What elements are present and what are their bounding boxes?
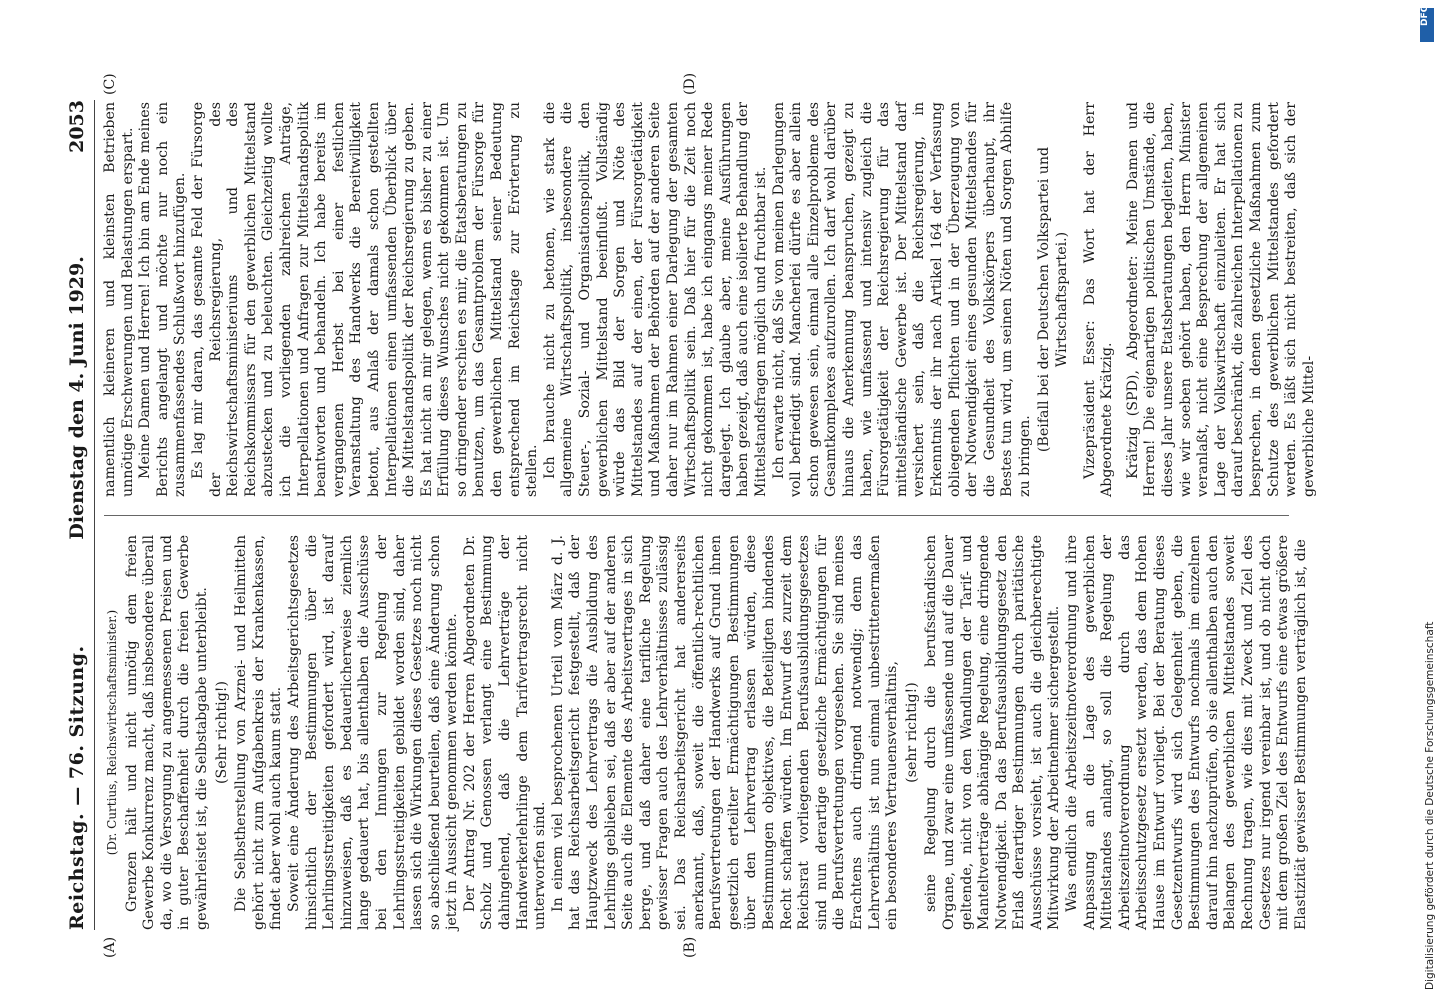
header-left: Reichstag. — 76. Sitzung. <box>66 645 88 930</box>
paragraph: Der Antrag Nr. 202 der Herren Abgeordneten Dr. Scholz und Genossen verlangt eine Bestimmung dahingehend, daß die Lehrverträge der Handwerkerlehrlinge dem Tarifvertragsrecht nicht unterworfen sind. <box>461 535 549 930</box>
page-header <box>62 100 92 930</box>
header-rule <box>94 100 95 930</box>
paragraph: seine Regelung durch die berufsständischen Organe, und zwar eine umfassende und auf die Dauer geltende, nicht von den Wandlungen der Tarif- und Manteltverträge abhängige Regelung, eine dringende Notwendigkeit. Da das Berufsausbildungsgesetz den Erlaß derartiger Bestimmungen durch paritätische Ausschüsse vorsieht, ist auch die gleichberechtigte Mitwirkung der Arbeitnehmer sichergestellt. <box>923 535 1063 930</box>
paragraph: Soweit eine Änderung des Arbeitsgerichtsgesetzes hinsichtlich der Bestimmungen über die Lehrlingsstreitigkeiten gefordert wird, ist darauf hinzuweisen, daß es bedauerlicherweise ziemlich lange gedauert hat, bis allenthalben die Ausschüsse bei den Innungen zur Regelung der Lehrlingsstreitigkeiten gebildet worden sind, daher lassen sich die Wirkungen dieses Gesetzes noch nicht so abschließend beurteilen, daß eine Änderung schon jetzt in Aussicht genommen werden könnte. <box>285 535 461 930</box>
scanned-page <box>62 72 1317 958</box>
interjection: (Sehr richtig!) <box>213 680 230 785</box>
header-date: Dienstag den 4. Juni 1929. <box>66 256 88 540</box>
page-number: 2053 <box>66 100 88 153</box>
digitization-note: Digitalisierung gefördert durch die Deutsche Forschungsgemeinschaft <box>1424 621 1436 990</box>
margin-marker-b: (B) <box>682 936 698 958</box>
interjection: (sehr richtig!) <box>903 682 920 783</box>
paragraph: Die Selbstherstellung von Arznei- und Heilmitteln gehört nicht zum Aufgabenkreis der Krankenkassen, findet aber wohl auch kaum statt. <box>233 535 285 930</box>
speaker-note: (Dr. Curtius, Reichswirtschaftsminister.) <box>105 609 119 856</box>
paragraph: Vizepräsident Esser: Das Wort hat der Herr Abgeordnete Krätzig. <box>1081 102 1116 497</box>
paragraph: Ich erwarte nicht, daß Sie von meinen Darlegungen voll befriedigt sind. Mancherlei dürfte es aber allein schon gewesen sein, einmal alle Einzelprobleme des Gesamtkomplexes aufzurollen. Ich darf wohl darüber hinaus die Anerkennung beanspruchen, gezeigt zu haben, wie umfassend und intensiv zugleich die Fürsorgetätigkeit der Reichsregierung für das mittelständische Gewerbe ist. Der Mittelstand darf versichert sein, daß die Reichsregierung, in Erkenntnis der ihr nach Artikel 164 der Verfassung obliegenden Pflichten und in der Überzeugung von der Notwendigkeit eines gesunden Mittelstandes für die Gesundheit des Volkskörpers überhaupt, ihr Bestes tun wird, um seinen Nöten und Sorgen Abhilfe zu bringen. <box>770 102 1033 497</box>
paragraph: Meine Damen und Herren! Ich bin am Ende meines Berichts angelangt und möchte nur noch ein zusammenfassendes Schlußwort hinzufügen. <box>137 102 189 497</box>
column-divider <box>104 515 1289 516</box>
paragraph: Ich brauche nicht zu betonen, wie stark die allgemeine Wirtschaftspolitik, insbesondere die Steuer-, Sozial- und Organisationspolitik, den gewerblichen Mittelstand beeinflußt. Vollständig würde das Bild der Sorgen und Nöte des Mittelstandes auf der einen, der Fürsorgetätigkeit und Maßnahmen der Behörden auf der anderen Seite daher nur im Rahmen einer Darlegung der gesamten Wirtschaftspolitik sein. Daß hier für die Zeit noch nicht gekommen ist, habe ich eingangs meiner Rede dargelegt. Ich glaube aber, meine Ausführungen haben gezeigt, daß auch eine isolierte Behandlung der Mittelstandsfragen möglich und fruchtbar ist. <box>541 102 769 497</box>
interjection: (Beifall bei der Deutschen Volkspartei und Wirtschaftspartei.) <box>1036 146 1071 453</box>
dfg-logo-text: DFG <box>1420 4 1430 26</box>
margin-marker-a: (A) <box>102 936 118 958</box>
column-right <box>102 102 1317 497</box>
paragraph: namentlich kleineren und kleinsten Betrieben unnötige Erschwerungen und Belastungen erspart. <box>102 102 136 497</box>
paragraph: In einem viel besprochenen Urteil vom März d. J. hat das Reichsarbeitsgericht festgestellt, daß der Hauptzweck des Lehrvertrags die Ausbildung des Lehrlings geblieben sei, daß er aber auf der anderen Seite auch die Elemente des Arbeitsvertrages in sich berge, und daß daher eine tarifliche Regelung gewisser Fragen auch des Lehrverhältnisses zulässig sei. Das Reichsarbeitsgericht hat andererseits anerkannt, daß, soweit die öffentlich-rechtlichen Berufsvertretungen der Handwerks auf Grund ihnen gesetzlich erteilter Ermächtigungen Bestimmungen über den Lehrvertrag erlassen würden, diese Bestimmungen objektives, die Beteiligten bindendes Recht schaffen würden. Im Entwurf des zurzeit dem Reichsrat vorliegenden Berufsausbildungsgesetzes sind nun derartige gesetzliche Ermächtigungen für die Berufsvertretungen vorgesehen. Sie sind meines Erachtens auch dringend notwendig; denn das Lehrverhältnis ist nun einmal unbestrittenermaßen ein besonderes Vertrauensverhältnis, <box>549 535 901 930</box>
margin-marker-c: (C) <box>102 73 118 95</box>
header-right <box>66 100 88 540</box>
paragraph: Es lag mir daran, das gesamte Feld der Fürsorge der Reichsregierung, des Reichswirtschaftsministeriums und des Reichskommissars für den gewerblichen Mittelstand abzustecken und zu beleuchten. Gleichzeitig wollte ich die vorliegenden zahlreichen Anträge, Interpellationen und Anfragen zur Mittelstandspolitik beantworten und behandeln. Ich habe bereits im vergangenen Herbst bei einer festlichen Veranstaltung des Handwerks die Bereitwilligkeit betont, aus Anlaß der damals schon gestellten Interpellationen einen umfassenden Überblick über die Mittelstandspolitik der Reichsregierung zu geben. Es hat nicht an mir gelegen, wenn es bisher zu einer Erfüllung dieses Wunsches nicht gekommen ist. Um so dringender erschien es mir, die Etatsberatungen zu benutzen, um das Gesamtproblem der Fürsorge für den gewerblichen Mittelstand seiner Bedeutung entsprechend im Reichstage zur Erörterung zu stellen. <box>189 102 541 497</box>
paragraph: Grenzen hält und nicht unnötig dem freien Gewerbe Konkurrenz macht, daß insbesondere überall da, wo die Versorgung zu angemessenen Preisen und in guter Beschaffenheit durch die freien Gewerbe gewährleistet ist, die Selbstabgabe unterbleibt. <box>123 535 210 930</box>
paragraph: Was endlich die Arbeitszeitnotverordnung und ihre Anpassung an die Lage des gewerblichen Mittelstandes anlangt, so soll die Regelung der Arbeitszeitnotverordnung durch das Arbeitsschutzgesetz ersetzt werden, das dem Hohen Hause im Entwurf vorliegt. Bei der Beratung dieses Gesetzentwurfs wird sich Gelegenheit geben, die Bestimmungen des Entwurfs nochmals im einzelnen darauf hin nachzuprüfen, ob sie allenthalben auch den Belangen des gewerblichen Mittelstandes soweit Rechnung tragen, wie dies mit Zweck und Ziel des Gesetzes nur irgend vereinbar ist, und ob nicht doch mit dem großen Ziel des Entwurfs eine etwas größere Elastizität gewisser Bestimmungen verträglich ist, die <box>1064 535 1309 930</box>
margin-marker-d: (D) <box>682 72 698 95</box>
paragraph: Krätzig (SPD), Abgeordneter: Meine Damen und Herren! Die eigenartigen politischen Umstände, die dieses Jahr unsere Etatsberatungen begleiten, haben, wie wir soeben gehört haben, den Herrn Minister veranlaßt, nicht eine Besprechung der allgemeinen Lage der Volkswirtschaft einzuleiten. Er hat sich darauf beschränkt, die zahlreichen Interpellationen zu besprechen, in denen gesetzliche Maßnahmen zum Schutze des gewerblichen Mittelstandes gefordert werden. Es läßt sich nicht bestreiten, daß sich der gewerbliche Mittel- <box>1124 102 1317 497</box>
column-left <box>102 535 1309 930</box>
